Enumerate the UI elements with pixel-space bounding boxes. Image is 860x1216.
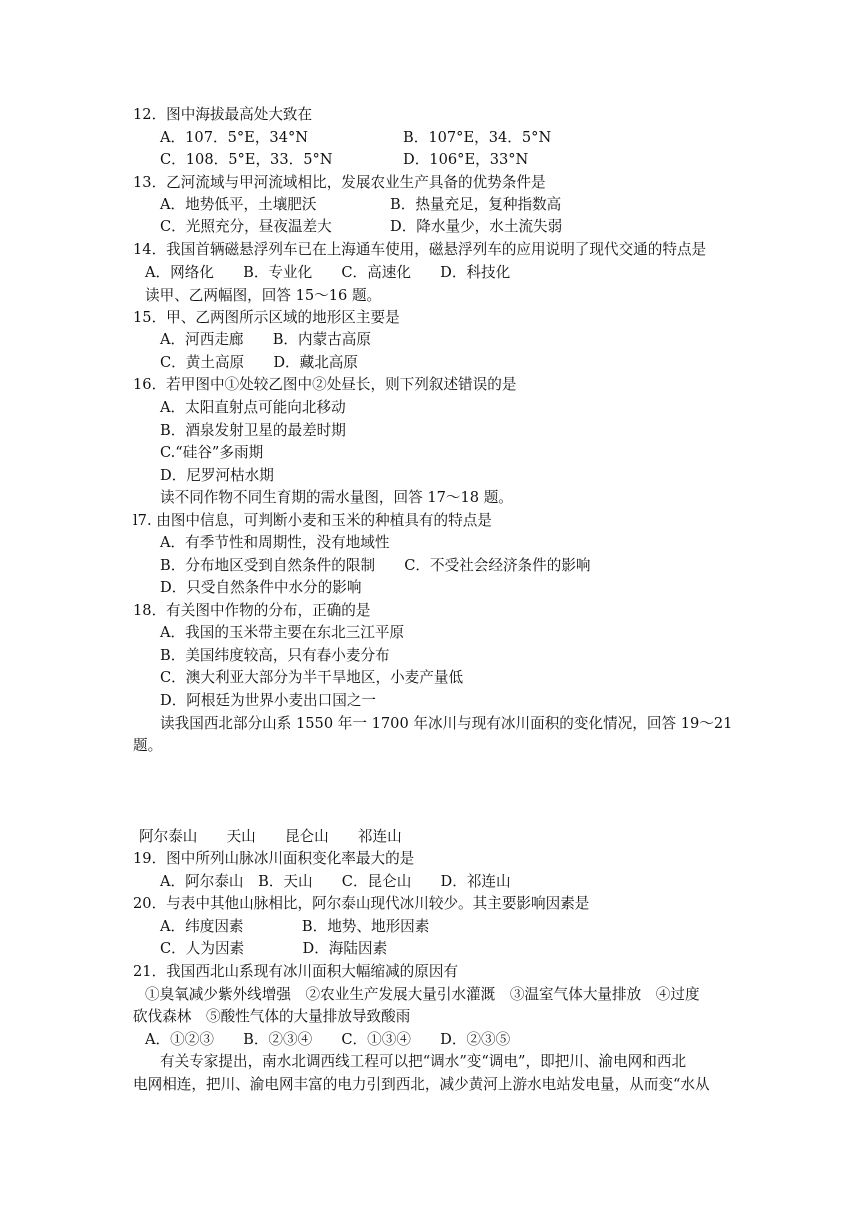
q15-options-ab: A．河西走廊 B．内蒙古高原: [160, 331, 371, 348]
q14-options: A．网络化 B．专业化 C．高速化 D．科技化: [145, 264, 511, 281]
q16-stem: 16．若甲图中①处较乙图中②处昼长，则下列叙述错误的是: [133, 376, 517, 393]
q18-option-a: A．我国的玉米带主要在东北三江平原: [160, 624, 405, 641]
q18-stem: 18．有关图中作物的分布，正确的是: [133, 602, 371, 619]
q15-stem: 15．甲、乙两图所示区域的地形区主要是: [133, 309, 400, 326]
passage-line1: 有关专家提出，南水北调西线工程可以把“调水”变“调电”，即把川、渝电网和西北: [160, 1053, 687, 1070]
q15-options-cd: C．黄土高原 D．藏北高原: [160, 354, 358, 371]
q21-options: A．①②③ B．②③④ C．①③④ D．②③⑤: [145, 1031, 511, 1048]
q16-option-c: C.“硅谷”多雨期: [160, 444, 264, 461]
q21-items-line1: ①臭氧减少紫外线增强 ②农业生产发展大量引水灌溉 ③温室气体大量排放 ④过度: [145, 986, 700, 1003]
passage-line2: 电网相连，把川、渝电网丰富的电力引到西北，减少黄河上游水电站发电量，从而变“水从: [133, 1076, 710, 1093]
q14-stem: 14．我国首辆磁悬浮列车已在上海通车使用，磁悬浮列车的应用说明了现代交通的特点是: [133, 241, 707, 258]
q17-option-d: D．只受自然条件中水分的影响: [160, 579, 362, 596]
q20-options-ab: A．纬度因素 B．地势、地形因素: [160, 918, 430, 935]
q16-option-a: A．太阳直射点可能向北移动: [160, 399, 346, 416]
q13-stem: 13．乙河流域与甲河流域相比，发展农业生产具备的优势条件是: [133, 174, 546, 191]
q18-option-d: D．阿根廷为世界小麦出口国之一: [160, 692, 377, 709]
q12-option-c: C．108．5°E，33．5°N: [160, 151, 333, 168]
q16-option-d: D．尼罗河枯水期: [160, 467, 274, 484]
q16-option-b: B．酒泉发射卫星的最差时期: [160, 422, 346, 439]
q12-option-a: A．107．5°E，34°N: [160, 129, 309, 146]
intro-19-21-line2: 题。: [133, 737, 163, 754]
q12-option-b: B．107°E，34．5°N: [403, 129, 552, 146]
intro-15-16: 读甲、乙两幅图，回答 15～16 题。: [145, 287, 382, 304]
q13-option-c: C．光照充分，昼夜温差大: [160, 218, 332, 235]
q13-option-a: A．地势低平，土壤肥沃: [160, 196, 317, 213]
q20-options-cd: C．人为因素 D．海陆因素: [160, 940, 388, 957]
q12-stem: 12．图中海拔最高处大致在: [133, 106, 313, 123]
q17-option-a: A．有季节性和周期性，没有地域性: [160, 534, 390, 551]
q13-option-d: D．降水量少，水土流失弱: [390, 218, 563, 235]
q17-options-bc: B．分布地区受到自然条件的限制 C．不受社会经济条件的影响: [160, 557, 591, 574]
q21-items-line2: 砍伐森林 ⑤酸性气体的大量排放导致酸雨: [133, 1008, 411, 1025]
q19-stem: 19．图中所列山脉冰川面积变化率最大的是: [133, 850, 415, 867]
intro-19-21-line1: 读我国西北部分山系 1550 年一 1700 年冰川与现有冰川面积的变化情况，回答 19～21: [160, 715, 733, 732]
q18-option-b: B．美国纬度较高，只有春小麦分布: [160, 647, 390, 664]
q19-options: A．阿尔泰山 B．天山 C．昆仑山 D．祁连山: [160, 873, 511, 890]
q12-option-d: D．106°E，33°N: [403, 151, 529, 168]
q18-option-c: C．澳大利亚大部分为半干旱地区，小麦产量低: [160, 669, 464, 686]
q20-stem: 20．与表中其他山脉相比，阿尔泰山现代冰川较少。其主要影响因素是: [133, 895, 590, 912]
q21-stem: 21．我国西北山系现有冰川面积大幅缩减的原因有: [133, 963, 459, 980]
intro-17-18: 读不同作物不同生育期的需水量图，回答 17～18 题。: [160, 489, 513, 506]
table-mountain-labels: 阿尔泰山 天山 昆仑山 祁连山: [139, 828, 402, 845]
q17-stem: l7. 由图中信息，可判断小麦和玉米的种植具有的特点是: [133, 512, 492, 529]
q13-option-b: B．热量充足，复种指数高: [390, 196, 562, 213]
